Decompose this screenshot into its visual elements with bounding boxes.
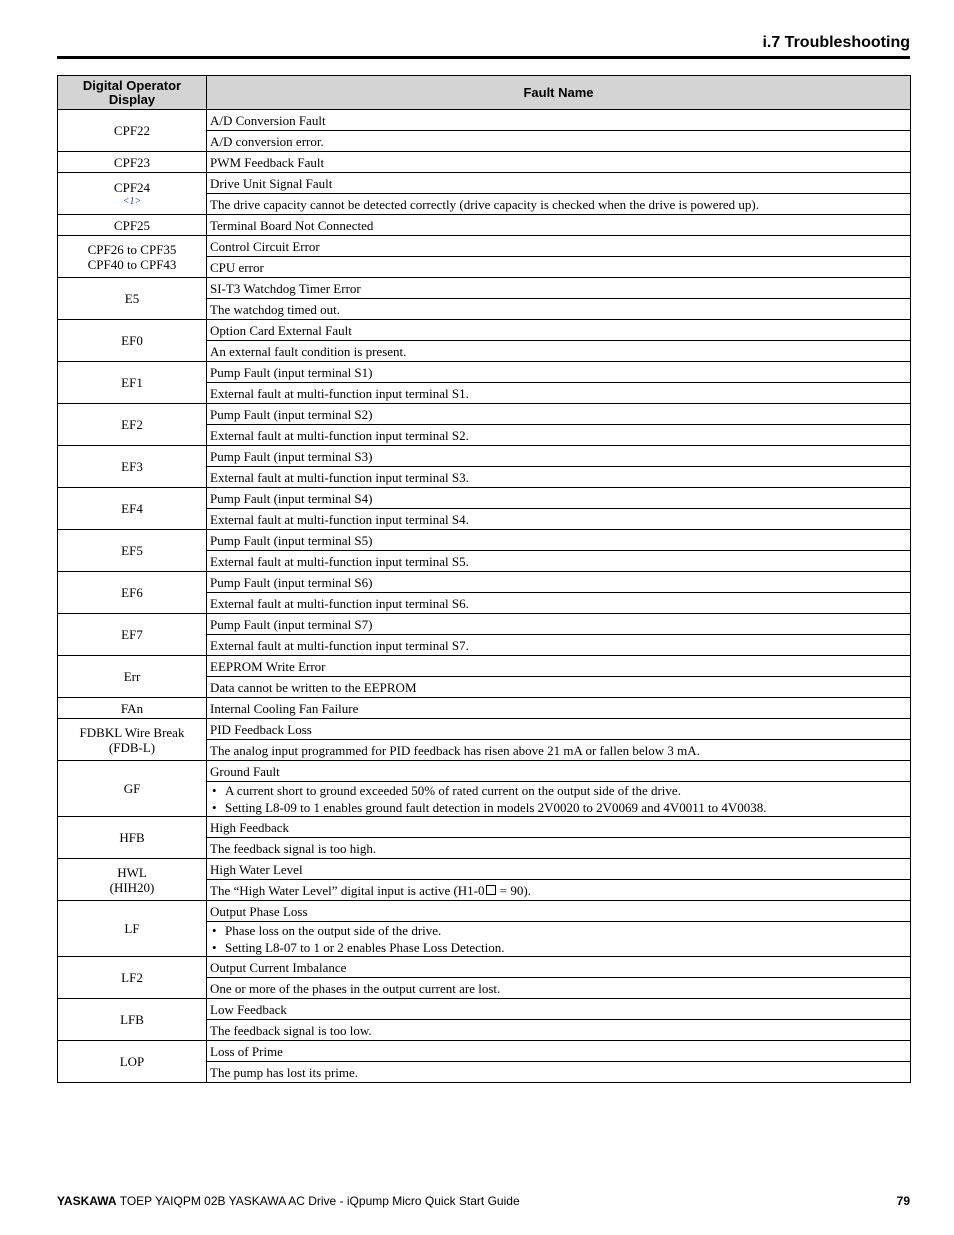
table-row — [58, 656, 911, 677]
fault-name: Pump Fault (input terminal S2) — [207, 404, 911, 425]
fault-description — [207, 194, 911, 215]
fault-code: (FDB-L) — [108, 739, 156, 755]
description-text: The watchdog timed out. — [210, 301, 340, 317]
fault-code-cell — [58, 152, 207, 173]
description-text: The pump has lost its prime. — [210, 1064, 359, 1080]
fault-description — [207, 838, 911, 859]
fault-name: Drive Unit Signal Fault — [207, 173, 911, 194]
bullet-item: • Setting L8-07 to 1 or 2 enables Phase Loss Detection. — [210, 939, 907, 956]
table-row — [58, 999, 911, 1020]
fault-description — [207, 922, 911, 957]
description-text: One or more of the phases in the output current are lost. — [210, 980, 501, 996]
fault-name: Pump Fault (input terminal S5) — [207, 530, 911, 551]
fault-code-cell — [58, 530, 207, 572]
fault-code: EF0 — [121, 333, 143, 348]
footer-brand: YASKAWA — [57, 1194, 117, 1208]
table-row — [58, 530, 911, 551]
table-row — [58, 614, 911, 635]
table-row — [58, 173, 911, 194]
fault-code: LOP — [119, 1054, 145, 1069]
table-row — [58, 320, 911, 341]
fault-name: High Water Level — [207, 859, 911, 880]
fault-code-cell — [58, 698, 207, 719]
table-row — [58, 761, 911, 782]
fault-code: FAn — [120, 700, 144, 716]
fault-code-cell — [58, 999, 207, 1041]
description-text: External fault at multi-function input terminal S7. — [210, 637, 469, 653]
fault-code-cell — [58, 404, 207, 446]
fault-code: LF — [124, 921, 140, 936]
fault-code: CPF24 — [113, 180, 151, 195]
fault-description — [207, 782, 911, 817]
table-row — [58, 236, 911, 257]
col-header-display: Digital Operator Display — [58, 76, 207, 110]
fault-name: Option Card External Fault — [207, 320, 911, 341]
fault-code: EF1 — [121, 375, 143, 390]
fault-code: CPF22 — [113, 123, 151, 138]
placeholder-square-icon — [486, 885, 496, 895]
fault-description — [207, 1020, 911, 1041]
fault-name: Ground Fault — [207, 761, 911, 782]
fault-code: EF2 — [121, 417, 143, 432]
fault-code: EF3 — [121, 459, 143, 474]
description-text: The feedback signal is too high. — [210, 840, 377, 856]
fault-description — [207, 1062, 911, 1083]
fault-name: Pump Fault (input terminal S3) — [207, 446, 911, 467]
description-text: The “High Water Level” digital input is active (H1-0 — [210, 882, 485, 898]
bullet-list — [210, 782, 907, 816]
fault-table — [57, 75, 911, 1083]
fault-code: EF4 — [121, 501, 143, 516]
fault-name: A/D Conversion Fault — [207, 110, 911, 131]
fault-code: EF5 — [121, 543, 143, 558]
description-text: The feedback signal is too low. — [210, 1022, 372, 1038]
fault-code-cell — [58, 614, 207, 656]
description-text: A/D conversion error. — [210, 133, 324, 149]
fault-code-cell — [58, 656, 207, 698]
table-row — [58, 362, 911, 383]
fault-code-cell — [58, 488, 207, 530]
fault-name: Pump Fault (input terminal S4) — [207, 488, 911, 509]
page-footer — [57, 1194, 910, 1210]
description-text: External fault at multi-function input terminal S4. — [210, 511, 469, 527]
fault-code: EF6 — [121, 585, 143, 600]
fault-description — [207, 635, 911, 656]
fault-code: GF — [123, 781, 141, 796]
footer-doc-info — [57, 1194, 520, 1208]
fault-name: Low Feedback — [207, 999, 911, 1020]
fault-description — [207, 551, 911, 572]
table-row — [58, 278, 911, 299]
description-text: External fault at multi-function input terminal S6. — [210, 595, 469, 611]
bullet-item: • Setting L8-09 to 1 enables ground fault detection in models 2V0020 to 2V0069 and 4V0011 to 4V0038. — [210, 799, 907, 816]
table-row — [58, 719, 911, 740]
fault-code-cell — [58, 901, 207, 957]
fault-code: FDBKL Wire Break — [79, 724, 185, 740]
bullet-list — [210, 922, 907, 956]
fault-name: Pump Fault (input terminal S7) — [207, 614, 911, 635]
description-text: An external fault condition is present. — [210, 343, 407, 359]
description-text: = 90). — [496, 882, 531, 898]
fault-description — [207, 383, 911, 404]
fault-code-cell — [58, 110, 207, 152]
fault-code-cell — [58, 215, 207, 236]
fault-name: Internal Cooling Fan Failure — [207, 698, 911, 719]
table-row — [58, 859, 911, 880]
fault-description — [207, 677, 911, 698]
fault-code: LFB — [120, 1012, 144, 1027]
table-row — [58, 446, 911, 467]
table-row — [58, 572, 911, 593]
fault-code-cell — [58, 446, 207, 488]
fault-description — [207, 509, 911, 530]
fault-code-cell — [58, 817, 207, 859]
fault-code: (HIH20) — [109, 879, 155, 895]
fault-description — [207, 299, 911, 320]
fault-code: HWL — [117, 864, 147, 880]
footer-doc-title: TOEP YAIQPM 02B YASKAWA AC Drive - iQpump Micro Quick Start Guide — [119, 1194, 520, 1208]
fault-name: SI-T3 Watchdog Timer Error — [207, 278, 911, 299]
table-row — [58, 901, 911, 922]
fault-code: CPF25 — [113, 217, 151, 233]
description-text: External fault at multi-function input terminal S2. — [210, 427, 469, 443]
table-row — [58, 698, 911, 719]
description-text: The drive capacity cannot be detected correctly (drive capacity is checked when the drive is powered up). — [210, 196, 759, 212]
fault-code-cell — [58, 173, 207, 215]
bullet-item: • Phase loss on the output side of the drive. — [210, 922, 907, 939]
table-row — [58, 1041, 911, 1062]
fault-description — [207, 257, 911, 278]
fault-code-cell — [58, 320, 207, 362]
description-text: External fault at multi-function input terminal S3. — [210, 469, 469, 485]
fault-name: Pump Fault (input terminal S6) — [207, 572, 911, 593]
table-row — [58, 957, 911, 978]
table-row — [58, 152, 911, 173]
fault-name: Terminal Board Not Connected — [207, 215, 911, 236]
table-row — [58, 488, 911, 509]
fault-code-cell — [58, 719, 207, 761]
fault-code: HFB — [119, 830, 145, 845]
fault-code-cell — [58, 278, 207, 320]
fault-name: EEPROM Write Error — [207, 656, 911, 677]
col-header-fault-name: Fault Name — [207, 76, 911, 110]
fault-code: LF2 — [121, 970, 143, 985]
fault-code: CPF40 to CPF43 — [87, 256, 177, 272]
fault-code: CPF26 to CPF35 — [87, 241, 177, 257]
fault-code: Err — [123, 669, 141, 684]
fault-name: High Feedback — [207, 817, 911, 838]
fault-description — [207, 467, 911, 488]
fault-name: Output Current Imbalance — [207, 957, 911, 978]
description-text: External fault at multi-function input terminal S5. — [210, 553, 469, 569]
fault-code-cell — [58, 362, 207, 404]
fault-code: EF7 — [121, 627, 143, 642]
fault-description — [207, 341, 911, 362]
fault-code-cell — [58, 761, 207, 817]
fault-description — [207, 978, 911, 999]
table-header-row — [58, 76, 911, 110]
fault-code-cell — [58, 859, 207, 901]
description-text: CPU error — [210, 259, 264, 275]
fault-description — [207, 593, 911, 614]
fault-code: E5 — [124, 291, 140, 306]
fault-name: Pump Fault (input terminal S1) — [207, 362, 911, 383]
fault-name: PWM Feedback Fault — [207, 152, 911, 173]
fault-code-cell — [58, 236, 207, 278]
table-row — [58, 215, 911, 236]
footnote-ref: <1> — [122, 196, 142, 207]
table-row — [58, 817, 911, 838]
fault-code-cell — [58, 957, 207, 999]
page-number: 79 — [896, 1194, 910, 1208]
fault-description — [207, 740, 911, 761]
fault-code: CPF23 — [113, 154, 151, 170]
fault-code-cell — [58, 1041, 207, 1083]
fault-name: PID Feedback Loss — [207, 719, 911, 740]
page-header — [57, 30, 910, 59]
table-row — [58, 110, 911, 131]
description-text: Data cannot be written to the EEPROM — [210, 679, 417, 695]
description-text: The analog input programmed for PID feedback has risen above 21 mA or fallen below 3 mA. — [210, 742, 700, 758]
fault-description — [207, 425, 911, 446]
fault-code-cell — [58, 572, 207, 614]
fault-name: Output Phase Loss — [207, 901, 911, 922]
fault-name: Control Circuit Error — [207, 236, 911, 257]
section-title: i.7 Troubleshooting — [762, 34, 910, 51]
fault-table-body — [58, 110, 911, 1083]
fault-description — [207, 880, 911, 901]
bullet-item: • A current short to ground exceeded 50% of rated current on the output side of the drive. — [210, 782, 907, 799]
table-row — [58, 404, 911, 425]
fault-description — [207, 131, 911, 152]
description-text: External fault at multi-function input terminal S1. — [210, 385, 469, 401]
fault-name: Loss of Prime — [207, 1041, 911, 1062]
